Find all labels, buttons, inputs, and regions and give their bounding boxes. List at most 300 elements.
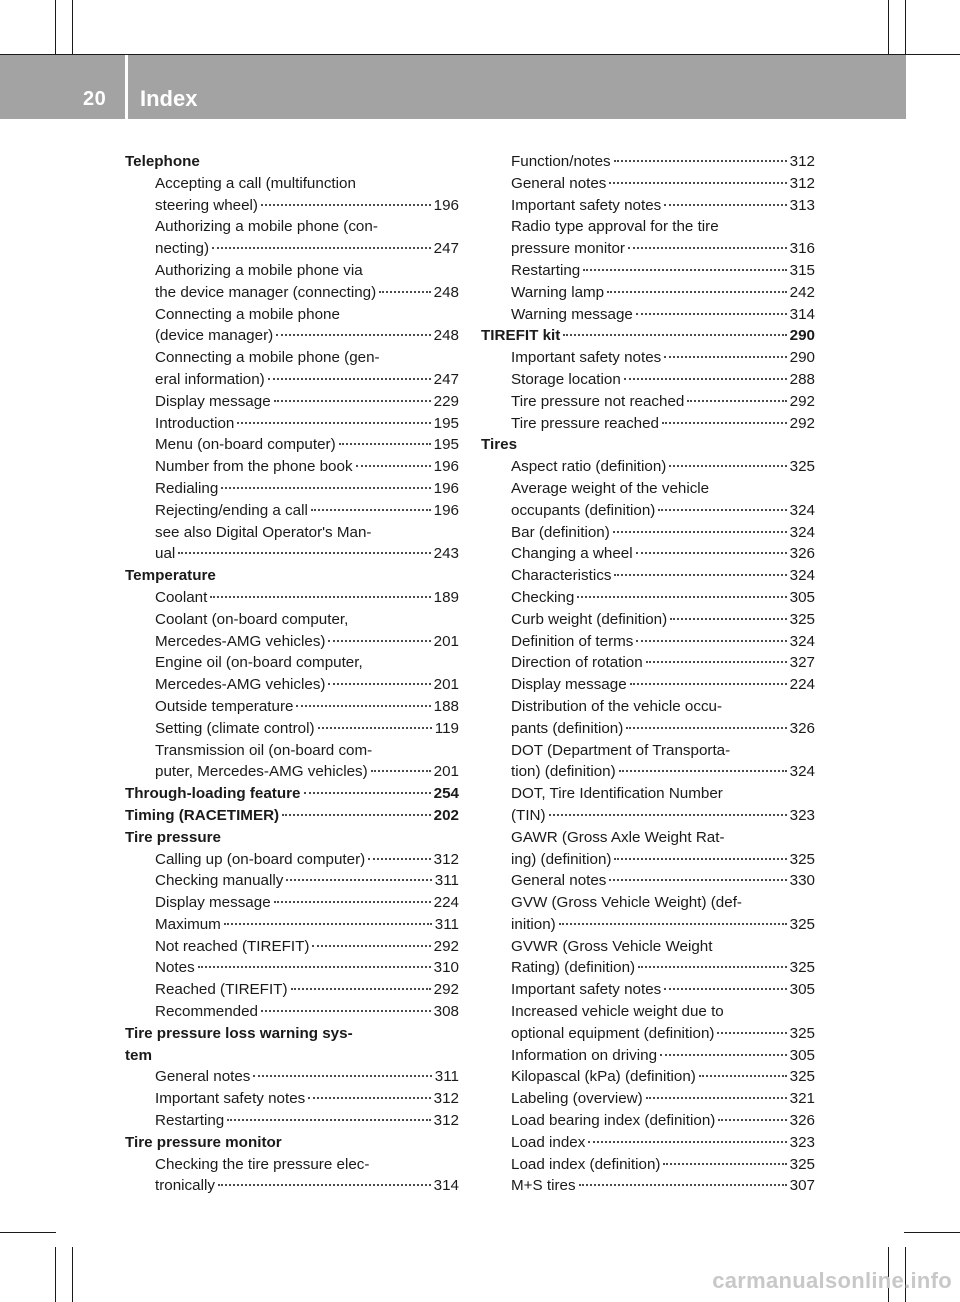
- subentry: [481, 1175, 815, 1197]
- dot-leader: [577, 596, 786, 598]
- subentry: [125, 979, 459, 1001]
- subentry: [481, 761, 815, 783]
- subentry: [125, 478, 459, 500]
- dot-leader: [579, 1184, 787, 1186]
- subentry: [481, 456, 815, 478]
- subentry: [125, 456, 459, 478]
- page-ref: 326: [789, 1112, 815, 1130]
- page-ref: 195: [433, 414, 459, 432]
- entry-text: Notes: [155, 959, 195, 977]
- page-ref: 119: [434, 719, 459, 737]
- entry-text: (device manager): [155, 327, 274, 345]
- dot-leader: [282, 814, 431, 816]
- page-ref: 325: [789, 610, 815, 628]
- dot-leader: [609, 182, 786, 184]
- dot-leader: [318, 727, 432, 729]
- dot-leader: [218, 1184, 431, 1186]
- entry-text: Calling up (on-board computer): [155, 850, 366, 868]
- subentry: [481, 1023, 815, 1045]
- page-ref: 316: [789, 240, 815, 258]
- crop-mark: [0, 1232, 56, 1233]
- index-entry: [481, 325, 815, 434]
- dot-leader: [328, 683, 430, 685]
- entry-text: Rating) (definition): [511, 959, 636, 977]
- crop-mark: [888, 0, 889, 55]
- entry-heading: Temperature: [125, 567, 216, 585]
- entry-text: Function/notes: [511, 153, 611, 170]
- dot-leader: [638, 966, 787, 968]
- entry-text: TIREFIT kit: [481, 327, 561, 345]
- entry-text: Tire pressure reached: [511, 414, 660, 432]
- entry-text: Load index: [511, 1133, 586, 1151]
- subentry: [481, 1066, 815, 1088]
- dot-leader: [614, 160, 787, 162]
- crop-mark: [72, 1247, 73, 1302]
- subentry: [125, 1066, 459, 1088]
- page-ref: 325: [789, 1068, 815, 1086]
- dot-leader: [660, 1054, 787, 1056]
- page-ref: 196: [433, 458, 459, 476]
- dot-leader: [291, 988, 431, 990]
- page-ref: 292: [789, 414, 815, 432]
- entry-text: necting): [155, 240, 210, 258]
- entry-text: Redialing: [155, 479, 219, 497]
- entry-heading: Telephone: [125, 153, 200, 170]
- subentry-text: DOT, Tire Identification Number: [511, 785, 723, 803]
- page-ref: 188: [433, 697, 459, 715]
- entry-text: inition): [511, 915, 556, 933]
- entry-text: Important safety notes: [511, 196, 662, 214]
- page-ref: 315: [789, 261, 815, 279]
- subentry: [481, 543, 815, 565]
- page-ref: 310: [433, 959, 459, 977]
- dot-leader: [662, 422, 787, 424]
- page-ref: 312: [433, 1112, 459, 1130]
- subentry: [481, 391, 815, 413]
- entry-text: Checking: [511, 588, 575, 606]
- dot-leader: [614, 574, 786, 576]
- dot-leader: [619, 770, 787, 772]
- subentry-text: Authorizing a mobile phone (con-: [155, 218, 378, 236]
- subentry: [125, 587, 459, 609]
- dot-leader: [274, 901, 431, 903]
- entry-text: Warning lamp: [511, 283, 605, 301]
- subentry: [125, 936, 459, 958]
- index-column-left: [125, 151, 459, 1197]
- subentry-text: Transmission oil (on-board com-: [155, 741, 373, 759]
- entry-text: Introduction: [155, 414, 235, 432]
- dot-leader: [669, 465, 786, 467]
- entry-heading: tem: [125, 1046, 153, 1064]
- entry-text: occupants (definition): [511, 501, 656, 519]
- dot-leader: [198, 966, 431, 968]
- subentry-text: Radio type approval for the tire: [511, 218, 719, 236]
- subentry-text: DOT (Department of Transporta-: [511, 741, 731, 759]
- entry-text: Timing (RACETIMER): [125, 806, 280, 824]
- page-ref: 312: [789, 153, 815, 170]
- dot-leader: [178, 552, 430, 554]
- entry-text: Recommended: [155, 1003, 258, 1021]
- dot-leader: [718, 1119, 786, 1121]
- page-ref: 242: [789, 283, 815, 301]
- dot-leader: [296, 705, 430, 707]
- page-ref: 312: [433, 850, 459, 868]
- page-ref: 311: [434, 915, 459, 933]
- dot-leader: [227, 1119, 430, 1121]
- dot-leader: [286, 879, 431, 881]
- dot-leader: [356, 465, 431, 467]
- entry-text: Restarting: [155, 1112, 225, 1130]
- entry-text: Bar (definition): [511, 523, 610, 541]
- dot-leader: [253, 1075, 431, 1077]
- entry-heading: [125, 783, 459, 805]
- subentry: [125, 870, 459, 892]
- page-ref: 201: [433, 676, 459, 694]
- subentry: [481, 957, 815, 979]
- subentry: [125, 543, 459, 565]
- subentry: [125, 282, 459, 304]
- subentry: [481, 1045, 815, 1067]
- entry-text: Number from the phone book: [155, 458, 353, 476]
- index-entry: [125, 1023, 459, 1132]
- index-entry: [125, 827, 459, 1023]
- subentry: [125, 1001, 459, 1023]
- entry-text: Display message: [155, 392, 271, 410]
- page-ref: 324: [789, 632, 815, 650]
- subentry: [481, 151, 815, 173]
- subentry: [481, 565, 815, 587]
- page-ref: 189: [433, 588, 459, 606]
- subentry: [481, 1154, 815, 1176]
- crop-mark: [72, 0, 73, 55]
- subentry: [125, 892, 459, 914]
- entry-text: Setting (climate control): [155, 719, 315, 737]
- subentry-text: GVWR (Gross Vehicle Weight: [511, 937, 713, 955]
- entry-text: Important safety notes: [511, 349, 662, 367]
- subentry-text: GVW (Gross Vehicle Weight) (def-: [511, 894, 742, 912]
- subentry: [125, 631, 459, 653]
- page-ref: 305: [789, 588, 815, 606]
- dot-leader: [588, 1141, 786, 1143]
- page-ref: 195: [433, 436, 459, 454]
- index-entry: [125, 805, 459, 827]
- subentry: [125, 500, 459, 522]
- entry-text: Storage location: [511, 370, 621, 388]
- entry-text: General notes: [155, 1068, 251, 1086]
- page-ref: 202: [433, 806, 459, 824]
- index-entry: [125, 151, 459, 565]
- subentry: [125, 434, 459, 456]
- entry-text: Maximum: [155, 915, 221, 933]
- dot-leader: [261, 1010, 431, 1012]
- entry-text: pants (definition): [511, 719, 624, 737]
- page-ref: 312: [789, 174, 815, 192]
- page-ref: 311: [434, 872, 459, 890]
- page-ref: 292: [789, 392, 815, 410]
- entry-text: Characteristics: [511, 567, 612, 585]
- page-ref: 288: [789, 370, 815, 388]
- page-ref: 224: [433, 894, 459, 912]
- page-ref: 326: [789, 719, 815, 737]
- entry-text: Load bearing index (definition): [511, 1112, 716, 1130]
- dot-leader: [624, 378, 787, 380]
- subentry: [481, 238, 815, 260]
- entry-text: Display message: [511, 676, 627, 694]
- subentry: [125, 1088, 459, 1110]
- subentry: [481, 652, 815, 674]
- subentry: [125, 718, 459, 740]
- entry-text: Mercedes-AMG vehicles): [155, 676, 326, 694]
- dot-leader: [308, 1097, 430, 1099]
- entry-text: Aspect ratio (definition): [511, 458, 667, 476]
- entry-text: Direction of rotation: [511, 654, 643, 672]
- subentry-text: Engine oil (on-board computer,: [155, 654, 363, 672]
- page-ref: 314: [433, 1177, 459, 1195]
- entry-heading: Tire pressure: [125, 828, 221, 846]
- entry-text: Restarting: [511, 261, 581, 279]
- dot-leader: [583, 269, 786, 271]
- dot-leader: [630, 683, 787, 685]
- dot-leader: [276, 334, 430, 336]
- crop-mark: [905, 0, 906, 55]
- dot-leader: [328, 640, 430, 642]
- page-ref: 321: [789, 1090, 815, 1108]
- entry-text: ual: [155, 545, 176, 563]
- subentry: [125, 761, 459, 783]
- page-ref: 325: [789, 1155, 815, 1173]
- subentry: [125, 195, 459, 217]
- subentry: [481, 674, 815, 696]
- subentry-text: Connecting a mobile phone: [155, 305, 340, 323]
- entry-text: General notes: [511, 872, 607, 890]
- entry-text: Not reached (TIREFIT): [155, 937, 310, 955]
- dot-leader: [636, 640, 786, 642]
- page-ref: 201: [433, 763, 459, 781]
- dot-leader: [646, 1097, 787, 1099]
- subentry: [125, 369, 459, 391]
- entry-text: Menu (on-board computer): [155, 436, 336, 454]
- entry-text: General notes: [511, 174, 607, 192]
- entry-text: Changing a wheel: [511, 545, 633, 563]
- entry-text: tronically: [155, 1177, 215, 1195]
- entry-text: Coolant: [155, 588, 208, 606]
- dot-leader: [312, 945, 430, 947]
- page-ref: 326: [789, 545, 815, 563]
- dot-leader: [261, 204, 431, 206]
- subentry: [125, 914, 459, 936]
- page-ref: 292: [433, 981, 459, 999]
- dot-leader: [311, 509, 431, 511]
- subentry: [481, 979, 815, 1001]
- page-ref: 307: [789, 1177, 815, 1195]
- dot-leader: [717, 1032, 786, 1034]
- subentry: [481, 870, 815, 892]
- subentry-text: Connecting a mobile phone (gen-: [155, 349, 380, 367]
- page-header: [0, 55, 906, 119]
- dot-leader: [221, 487, 430, 489]
- dot-leader: [664, 204, 786, 206]
- subentry: [481, 587, 815, 609]
- subentry: [481, 631, 815, 653]
- page-ref: 292: [433, 937, 459, 955]
- dot-leader: [609, 879, 786, 881]
- entry-text: eral information): [155, 370, 265, 388]
- page-ref: 243: [433, 545, 459, 563]
- crop-mark: [904, 1232, 960, 1233]
- dot-leader: [614, 858, 786, 860]
- entry-text: Mercedes-AMG vehicles): [155, 632, 326, 650]
- entry-text: Rejecting/ending a call: [155, 501, 308, 519]
- subentry: [481, 1088, 815, 1110]
- entry-text: M+S tires: [511, 1177, 576, 1195]
- entry-heading: Tire pressure monitor: [125, 1133, 282, 1151]
- subentry: [125, 849, 459, 871]
- entry-text: Outside temperature: [155, 697, 294, 715]
- dot-leader: [663, 1163, 786, 1165]
- subentry: [481, 413, 815, 435]
- page-ref: 290: [789, 349, 815, 367]
- subentry-text: Increased vehicle weight due to: [511, 1003, 724, 1021]
- page-ref: 325: [789, 850, 815, 868]
- entry-text: Through-loading feature: [125, 785, 301, 803]
- page-ref: 305: [789, 981, 815, 999]
- subentry: [481, 1110, 815, 1132]
- page-ref: 196: [433, 196, 459, 214]
- entry-text: Curb weight (definition): [511, 610, 668, 628]
- page-ref: 247: [433, 370, 459, 388]
- subentry: [481, 260, 815, 282]
- page-ref: 247: [433, 240, 459, 258]
- dot-leader: [210, 596, 430, 598]
- page-ref: 311: [434, 1068, 459, 1086]
- page-ref: 314: [789, 305, 815, 323]
- page-ref: 224: [789, 676, 815, 694]
- dot-leader: [304, 792, 431, 794]
- subentry: [481, 500, 815, 522]
- subentry: [481, 282, 815, 304]
- dot-leader: [628, 247, 787, 249]
- page-ref: 324: [789, 567, 815, 585]
- crop-mark: [55, 1247, 56, 1302]
- dot-leader: [224, 923, 432, 925]
- page-ref: 325: [789, 1024, 815, 1042]
- entry-text: Display message: [155, 894, 271, 912]
- entry-text: Load index (definition): [511, 1155, 661, 1173]
- subentry: [481, 304, 815, 326]
- subentry-text: Average weight of the vehicle: [511, 479, 710, 497]
- index-entry: [125, 1132, 459, 1197]
- dot-leader: [636, 552, 787, 554]
- page-ref: 325: [789, 458, 815, 476]
- watermark: carmanualsonline.info: [712, 1268, 952, 1293]
- entry-text: Labeling (overview): [511, 1090, 643, 1108]
- entry-text: Important safety notes: [511, 981, 662, 999]
- dot-leader: [237, 422, 430, 424]
- subentry: [481, 718, 815, 740]
- subentry: [125, 696, 459, 718]
- subentry: [481, 805, 815, 827]
- index-column-right: [481, 151, 815, 1197]
- dot-leader: [646, 661, 787, 663]
- dot-leader: [549, 814, 787, 816]
- page-ref: 248: [433, 327, 459, 345]
- page-ref: 324: [789, 501, 815, 519]
- dot-leader: [563, 334, 786, 336]
- page-ref: 324: [789, 763, 815, 781]
- index-entry: [481, 434, 815, 1197]
- entry-heading: Tire pressure loss warning sys-: [125, 1024, 353, 1042]
- entry-text: Checking manually: [155, 872, 284, 890]
- page-ref: 313: [789, 196, 815, 214]
- page-ref: 324: [789, 523, 815, 541]
- entry-text: ing) (definition): [511, 850, 612, 868]
- page-ref: 248: [433, 283, 459, 301]
- page-ref: 312: [433, 1090, 459, 1108]
- page-ref: 290: [789, 327, 815, 345]
- dot-leader: [371, 770, 431, 772]
- page-ref: 327: [789, 654, 815, 672]
- header-divider: [125, 55, 128, 119]
- index-entry: [125, 565, 459, 783]
- entry-heading: Tires: [481, 436, 518, 454]
- subentry: [125, 1175, 459, 1197]
- dot-leader: [379, 291, 430, 293]
- page-ref: 308: [433, 1003, 459, 1021]
- entry-text: Important safety notes: [155, 1090, 306, 1108]
- subentry: [481, 347, 815, 369]
- entry-text: Reached (TIREFIT): [155, 981, 288, 999]
- dot-leader: [607, 291, 787, 293]
- dot-leader: [212, 247, 431, 249]
- entry-text: puter, Mercedes-AMG vehicles): [155, 763, 368, 781]
- dot-leader: [664, 356, 786, 358]
- subentry: [481, 195, 815, 217]
- subentry-text: Accepting a call (multifunction: [155, 174, 356, 192]
- dot-leader: [613, 531, 787, 533]
- page-ref: 323: [789, 1133, 815, 1151]
- subentry: [125, 325, 459, 347]
- dot-leader: [268, 378, 431, 380]
- entry-heading: [481, 325, 815, 347]
- dot-leader: [687, 400, 786, 402]
- index-entry: [481, 151, 815, 325]
- entry-text: steering wheel): [155, 196, 258, 214]
- page-ref: 325: [789, 915, 815, 933]
- subentry-text: Checking the tire pressure elec-: [155, 1155, 370, 1173]
- subentry: [125, 413, 459, 435]
- page-ref: 201: [433, 632, 459, 650]
- dot-leader: [658, 509, 786, 511]
- subentry-text: Coolant (on-board computer,: [155, 610, 349, 628]
- dot-leader: [670, 618, 786, 620]
- entry-text: Warning message: [511, 305, 633, 323]
- entry-text: Tire pressure not reached: [511, 392, 685, 410]
- subentry: [125, 674, 459, 696]
- entry-text: Definition of terms: [511, 632, 634, 650]
- dot-leader: [626, 727, 786, 729]
- subentry: [481, 522, 815, 544]
- subentry-text: Authorizing a mobile phone via: [155, 261, 363, 279]
- crop-mark: [55, 0, 56, 55]
- page-ref: 325: [789, 959, 815, 977]
- subentry-text: GAWR (Gross Axle Weight Rat-: [511, 828, 725, 846]
- dot-leader: [699, 1075, 787, 1077]
- subentry: [481, 609, 815, 631]
- page-number: 20: [83, 88, 107, 110]
- page-title: Index: [140, 86, 198, 111]
- dot-leader: [339, 443, 431, 445]
- entry-text: Kilopascal (kPa) (definition): [511, 1068, 696, 1086]
